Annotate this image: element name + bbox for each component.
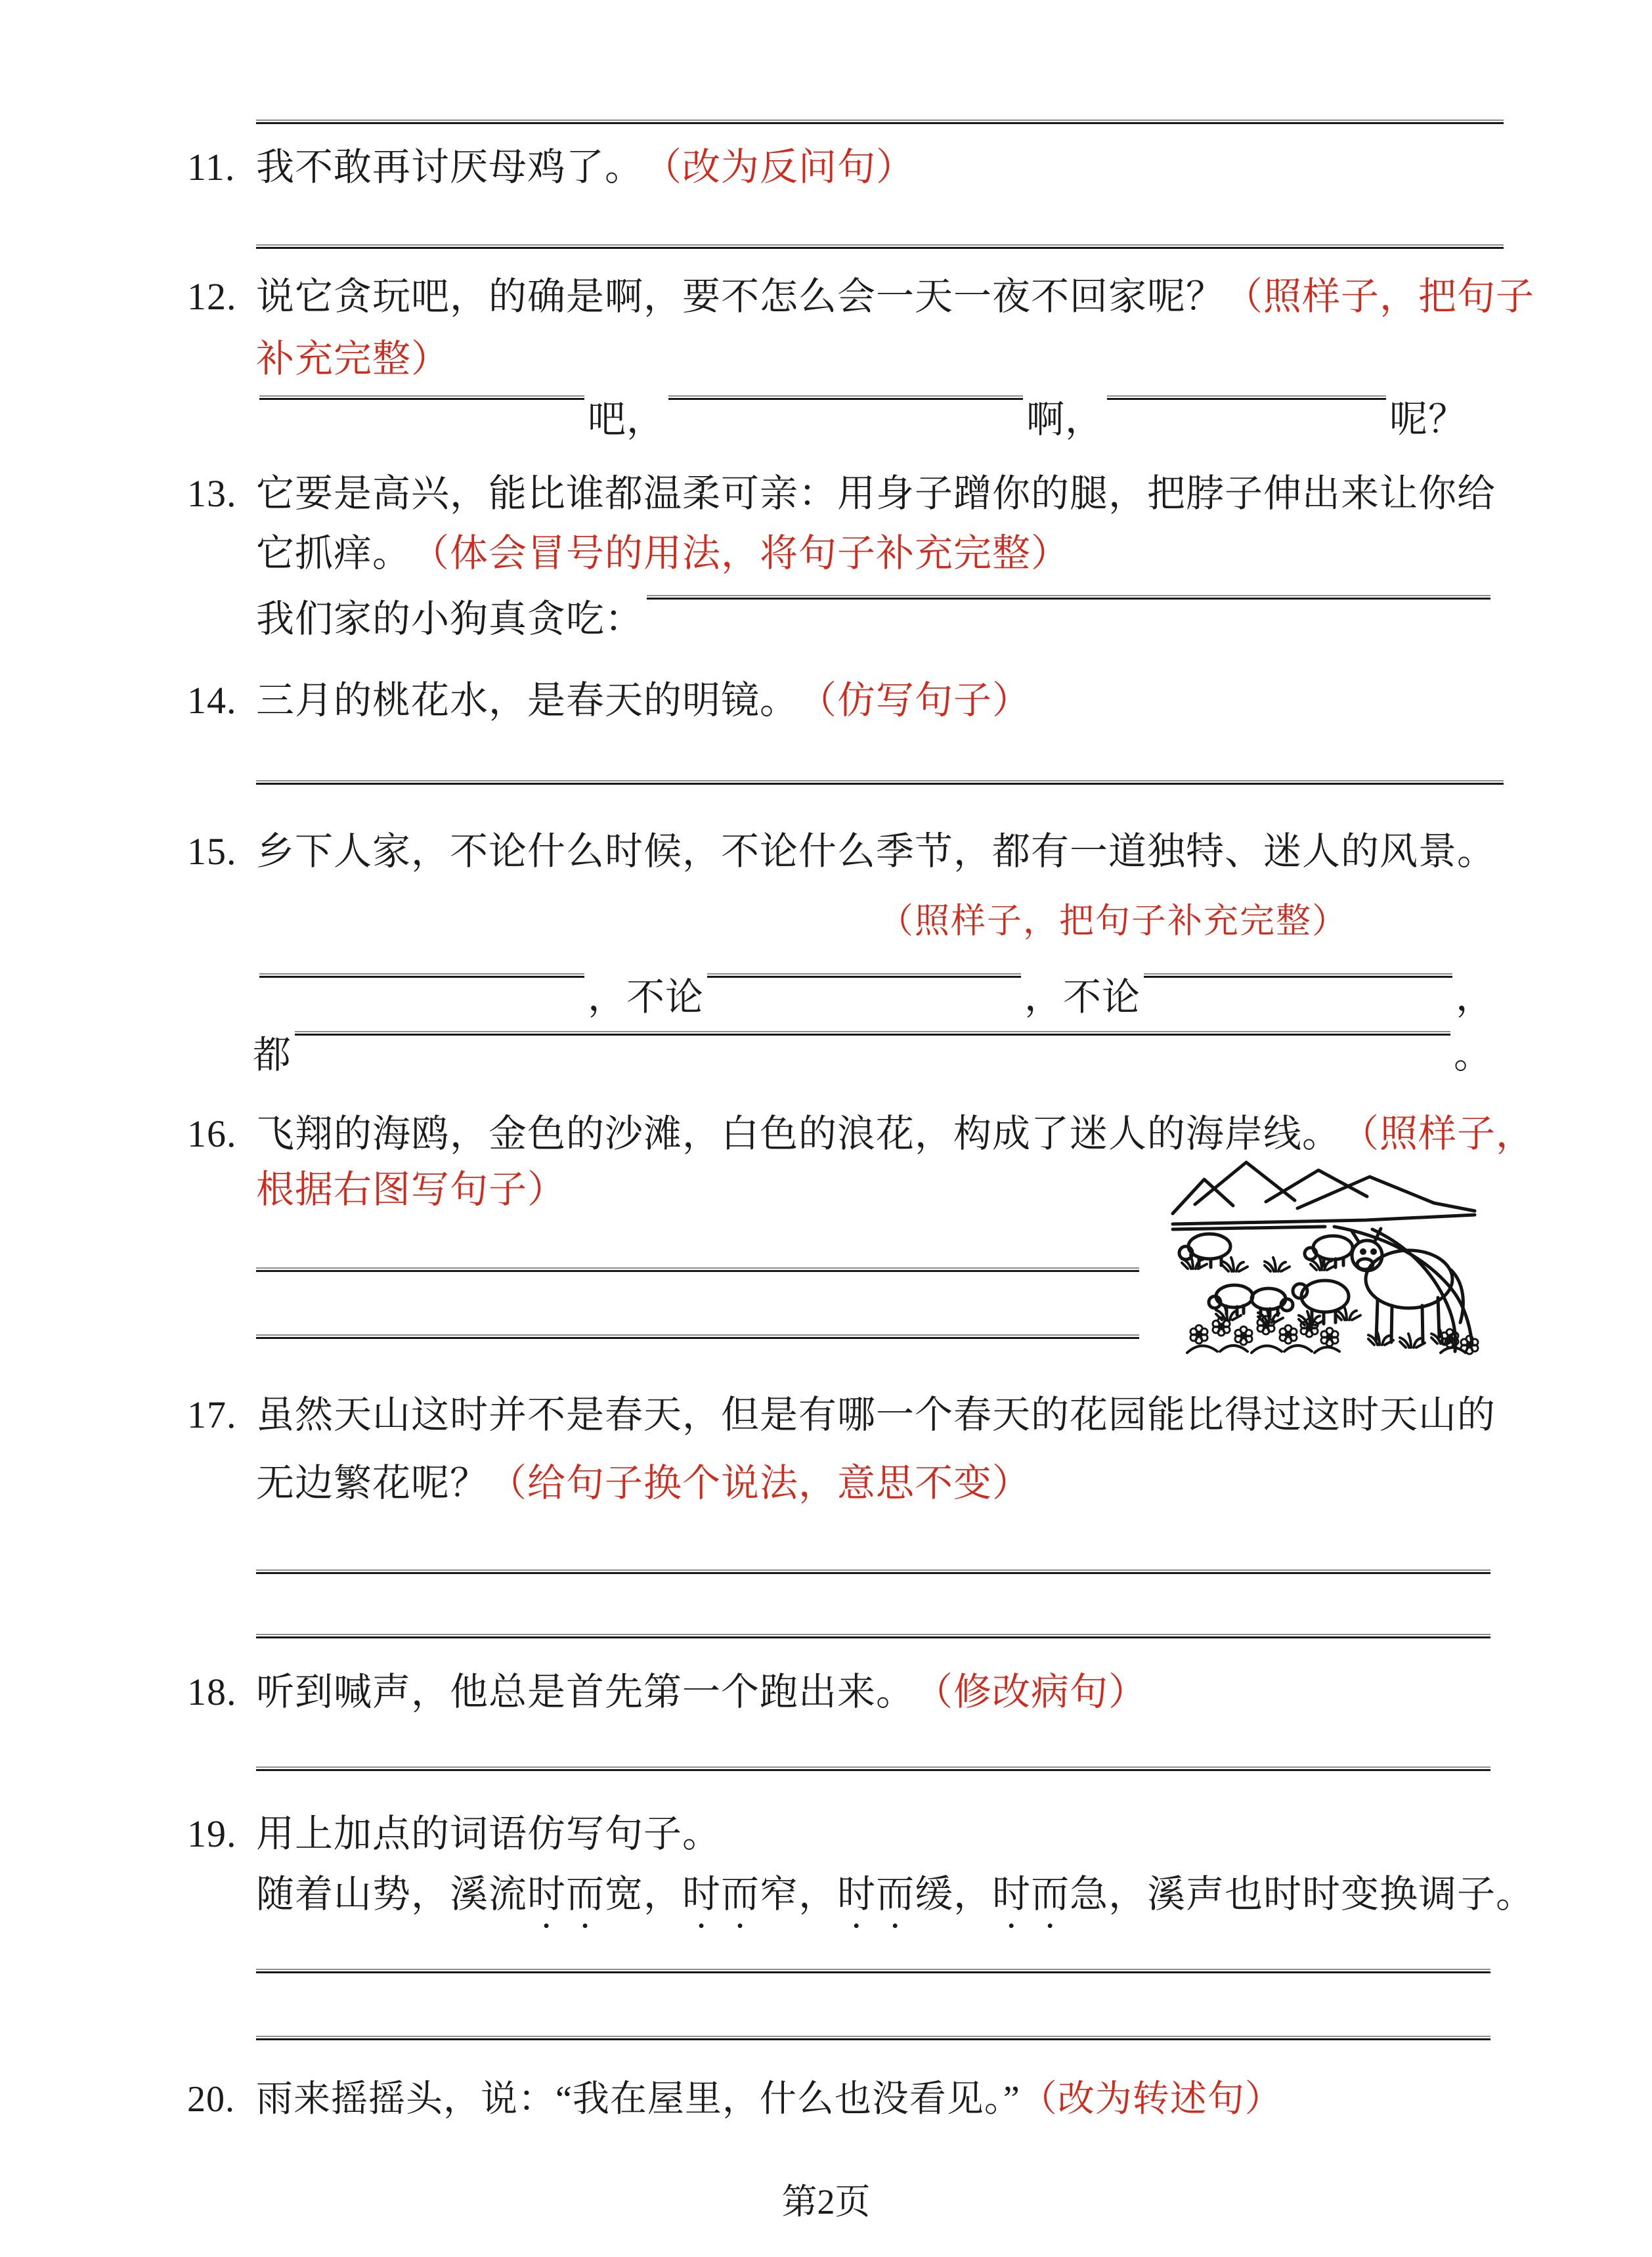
- page-number: 第2页: [781, 2182, 871, 2222]
- question-instruction: （照样子，把句子: [1225, 275, 1535, 318]
- question-12-fill-blanks: [256, 395, 1467, 444]
- question-number: 15.: [187, 830, 237, 873]
- question-number: 12.: [187, 275, 237, 318]
- fill-blank: [1107, 395, 1386, 400]
- answer-line: [256, 780, 1504, 785]
- sentence-part: 随着山势，溪流: [256, 1873, 528, 1916]
- question-text: 我不敢再讨厌母鸡了。: [256, 146, 644, 188]
- dotted-word: 时而: [527, 1873, 605, 1916]
- question-15-fill-row-2: [253, 1031, 1492, 1080]
- question-number: 20.: [187, 2079, 235, 2120]
- question-15-instruction: （照样子，把句子补充完整）: [879, 902, 1348, 940]
- connector-text: ，: [1456, 976, 1495, 1019]
- question-number: 14.: [187, 679, 237, 722]
- question-13-prompt: [256, 595, 1494, 644]
- connector-text: ，不论: [1024, 976, 1141, 1019]
- question-text: 雨来摇摇头，说：“我在屋里，什么也没看见。”: [256, 2079, 1020, 2120]
- question-19-example-sentence: [256, 1870, 1534, 1937]
- question-12-line-2: [256, 335, 450, 383]
- question-text: 它抓痒。: [256, 532, 412, 575]
- question-instruction: （改为转述句）: [1020, 2079, 1282, 2120]
- sentence-part: 窄，: [760, 1873, 838, 1916]
- fill-blank: [1144, 973, 1452, 978]
- question-number: 17.: [187, 1393, 237, 1436]
- fill-blank: [259, 395, 584, 400]
- question-13-line-1: [187, 470, 1496, 518]
- question-15-fill-blanks: [256, 973, 1494, 1022]
- dotted-word: 时而: [682, 1873, 760, 1916]
- question-number: 13.: [187, 472, 237, 515]
- question-17-line-1: [187, 1391, 1496, 1439]
- answer-line: [256, 1969, 1490, 1973]
- question-number: 19.: [187, 1812, 237, 1855]
- question-13-line-2: [256, 529, 1070, 578]
- fill-blank: [668, 395, 1023, 400]
- question-instruction: （照样子，: [1341, 1112, 1535, 1155]
- question-18: [187, 1668, 1147, 1717]
- answer-line: [256, 1634, 1490, 1638]
- blank-word: 呢？: [1389, 398, 1467, 441]
- question-text: 它要是高兴，能比谁都温柔可亲：用身子蹭你的腿，把脖子伸出来让你给: [256, 472, 1496, 515]
- question-16-line-2: [256, 1166, 566, 1214]
- fill-blank: [647, 595, 1490, 600]
- sentence-part: 溪声也时时变换调子。: [1147, 1873, 1535, 1916]
- question-17-line-2: [256, 1459, 1031, 1508]
- question-instruction: （给句子换个说法，意思不变）: [489, 1462, 1032, 1504]
- question-instruction: （修改病句）: [915, 1671, 1148, 1713]
- dotted-word: 时而: [992, 1873, 1070, 1916]
- answer-line: [256, 1569, 1490, 1574]
- question-text: 虽然天山这时并不是春天，但是有哪一个春天的花园能比得过这时天山的: [256, 1393, 1496, 1436]
- question-instruction: （体会冒号的用法，将句子补充完整）: [411, 532, 1070, 575]
- sentence-part: 急，: [1070, 1873, 1148, 1916]
- question-11: [187, 143, 915, 192]
- fill-blank: [259, 973, 584, 978]
- dotted-word: 时而: [837, 1873, 915, 1916]
- question-15-line-1: [187, 827, 1496, 876]
- question-12-line-1: [187, 273, 1534, 321]
- question-20: [187, 2075, 1282, 2124]
- question-text: 乡下人家，不论什么时候，不论什么季节，都有一道独特、迷人的风景。: [256, 830, 1496, 873]
- question-text: 用上加点的词语仿写句子。: [256, 1812, 722, 1855]
- question-text: 三月的桃花水，是春天的明镜。: [256, 679, 799, 722]
- fill-blank: [707, 973, 1021, 978]
- prefix-text: 都: [253, 1034, 292, 1076]
- question-number: 18.: [187, 1671, 237, 1713]
- meadow-cow-sheep-illustration: [1169, 1148, 1490, 1358]
- answer-line: [256, 1766, 1490, 1771]
- blank-word: 啊，: [1026, 398, 1104, 441]
- question-text: 飞翔的海鸥，金色的沙滩，白色的浪花，构成了迷人的海岸线。: [256, 1112, 1341, 1155]
- answer-line: [256, 244, 1504, 249]
- question-instruction: 根据右图写句子）: [256, 1168, 567, 1211]
- fill-blank: [295, 1031, 1450, 1036]
- question-text: 无边繁花呢？: [256, 1462, 489, 1504]
- prompt-text: 我们家的小狗真贪吃：: [256, 598, 644, 640]
- question-number: 16.: [187, 1112, 237, 1155]
- question-19-line-1: [187, 1810, 721, 1858]
- question-instruction: 补充完整）: [256, 338, 450, 380]
- answer-line: [256, 1267, 1139, 1272]
- question-instruction: （改为反问句）: [643, 146, 915, 188]
- question-text: 说它贪玩吧，的确是啊，要不怎么会一天一夜不回家呢？: [256, 275, 1225, 318]
- sentence-part: 宽，: [605, 1873, 683, 1916]
- connector-text: ，不论: [588, 976, 705, 1019]
- blank-word: 吧，: [588, 398, 666, 441]
- suffix-text: 。: [1454, 1034, 1493, 1076]
- answer-line: [256, 120, 1504, 124]
- sentence-part: 缓，: [915, 1873, 993, 1916]
- answer-line: [256, 2036, 1490, 2040]
- question-number: 11.: [187, 146, 236, 188]
- answer-line: [256, 1334, 1139, 1339]
- question-text: 听到喊声，他总是首先第一个跑出来。: [256, 1671, 915, 1713]
- question-14: [187, 676, 1031, 725]
- question-instruction: （仿写句子）: [798, 679, 1032, 722]
